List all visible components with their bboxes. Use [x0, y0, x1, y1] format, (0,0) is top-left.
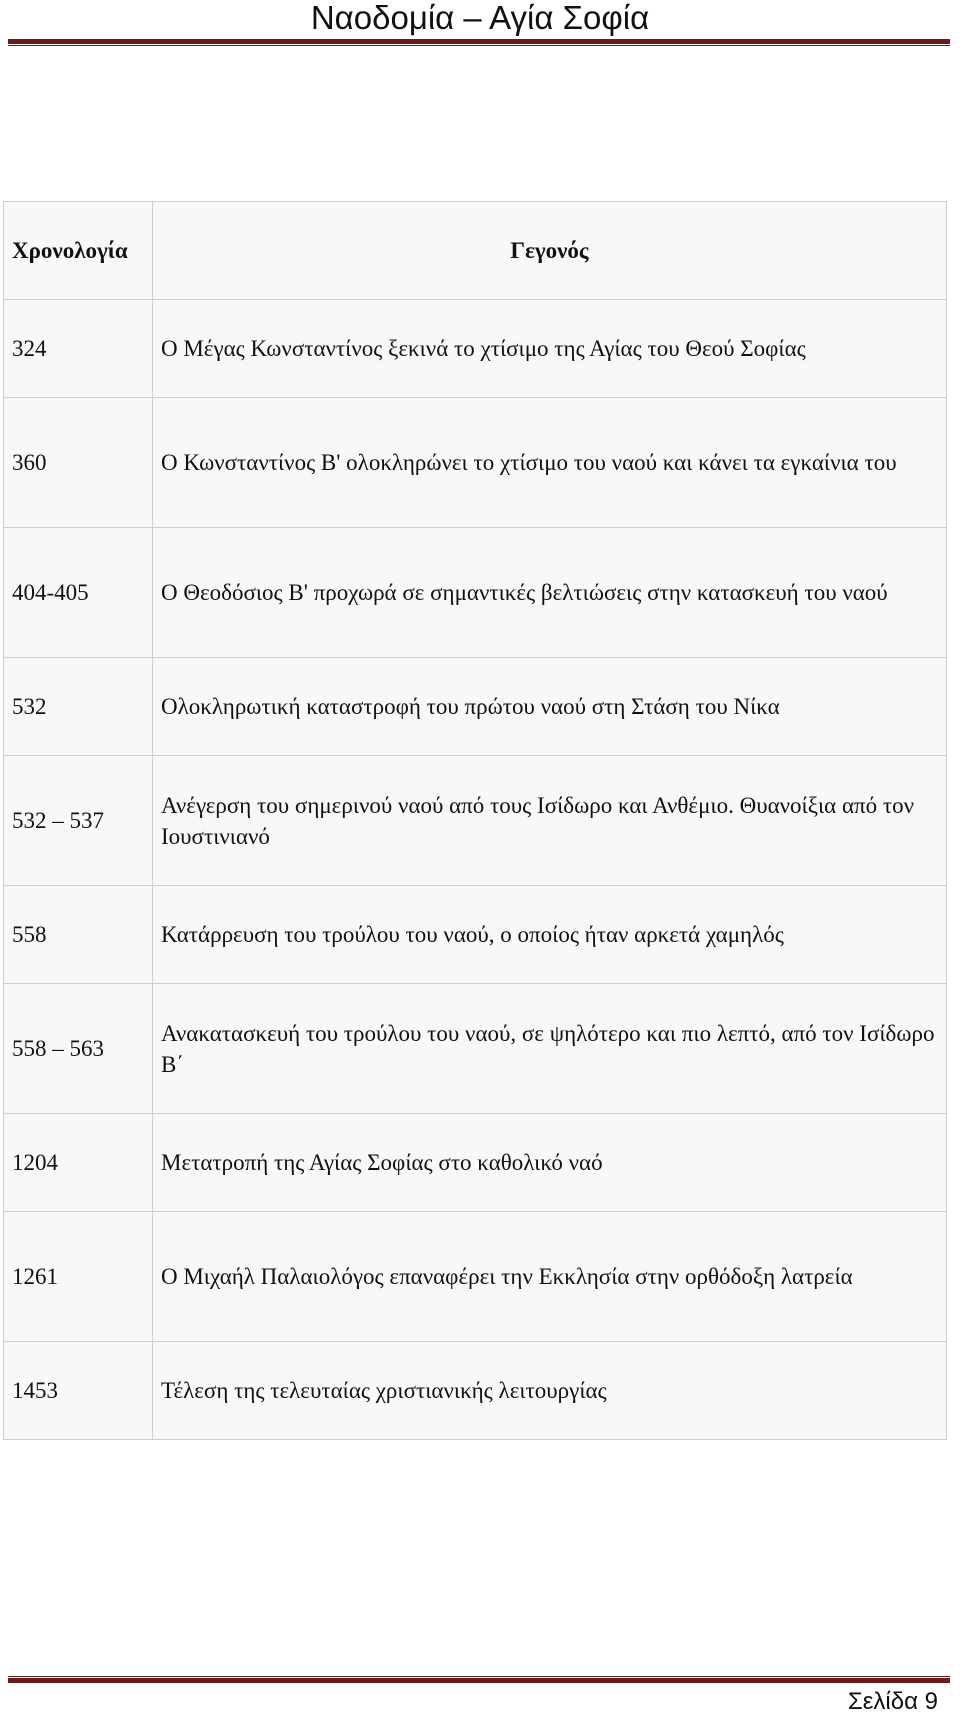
column-header-year: Χρονολογία — [4, 202, 153, 300]
event-cell: Ο Θεοδόσιος Β' προχωρά σε σημαντικές βελτιώσεις στην κατασκευή του ναού — [153, 528, 947, 658]
footer-divider-thin — [8, 1676, 950, 1677]
page-footer — [0, 1660, 960, 1717]
event-cell: Ο Μιχαήλ Παλαιολόγος επαναφέρει την Εκκλησία στην ορθόδοξη λατρεία — [153, 1212, 947, 1342]
year-cell: 360 — [4, 398, 153, 528]
event-cell: Κατάρρευση του τρούλου του ναού, ο οποίος ήταν αρκετά χαμηλός — [153, 886, 947, 984]
year-cell: 558 — [4, 886, 153, 984]
event-cell: Μετατροπή της Αγίας Σοφίας στο καθολικό ναό — [153, 1114, 947, 1212]
table-row — [4, 398, 947, 528]
event-cell: Ο Μέγας Κωνσταντίνος ξεκινά το χτίσιμο της Αγίας του Θεού Σοφίας — [153, 300, 947, 398]
year-cell: 1261 — [4, 1212, 153, 1342]
page-header — [0, 0, 960, 48]
table-row — [4, 1342, 947, 1440]
table-row — [4, 984, 947, 1114]
event-cell: Ανέγερση του σημερινού ναού από τους Ισίδωρο και Ανθέμιο. Θυανοίξια από τον Ιουστινιανό — [153, 756, 947, 886]
year-cell: 404-405 — [4, 528, 153, 658]
footer-divider-thick — [8, 1678, 950, 1683]
table-row — [4, 1114, 947, 1212]
table-row — [4, 300, 947, 398]
page-title: Ναοδομία – Αγία Σοφία — [310, 0, 650, 36]
event-cell: Ανακατασκευή του τρούλου του ναού, σε ψηλότερο και πιο λεπτό, από τον Ισίδωρο Β΄ — [153, 984, 947, 1114]
event-cell: Ο Κωνσταντίνος Β' ολοκληρώνει το χτίσιμο του ναού και κάνει τα εγκαίνια του — [153, 398, 947, 528]
header-divider-thin — [8, 45, 950, 46]
table-row — [4, 1212, 947, 1342]
header-divider-thick — [8, 39, 950, 44]
year-cell: 1453 — [4, 1342, 153, 1440]
column-header-event: Γεγονός — [153, 202, 947, 300]
timeline-table — [3, 201, 947, 1440]
table-row — [4, 756, 947, 886]
year-cell: 532 — [4, 658, 153, 756]
year-cell: 324 — [4, 300, 153, 398]
table-header-row — [4, 202, 947, 300]
event-cell: Τέλεση της τελευταίας χριστιανικής λειτουργίας — [153, 1342, 947, 1440]
event-cell: Ολοκληρωτική καταστροφή του πρώτου ναού στη Στάση του Νίκα — [153, 658, 947, 756]
table-row — [4, 886, 947, 984]
table-row — [4, 528, 947, 658]
year-cell: 558 – 563 — [4, 984, 153, 1114]
table-row — [4, 658, 947, 756]
year-cell: 1204 — [4, 1114, 153, 1212]
year-cell: 532 – 537 — [4, 756, 153, 886]
page-number: Σελίδα 9 — [847, 1688, 938, 1715]
